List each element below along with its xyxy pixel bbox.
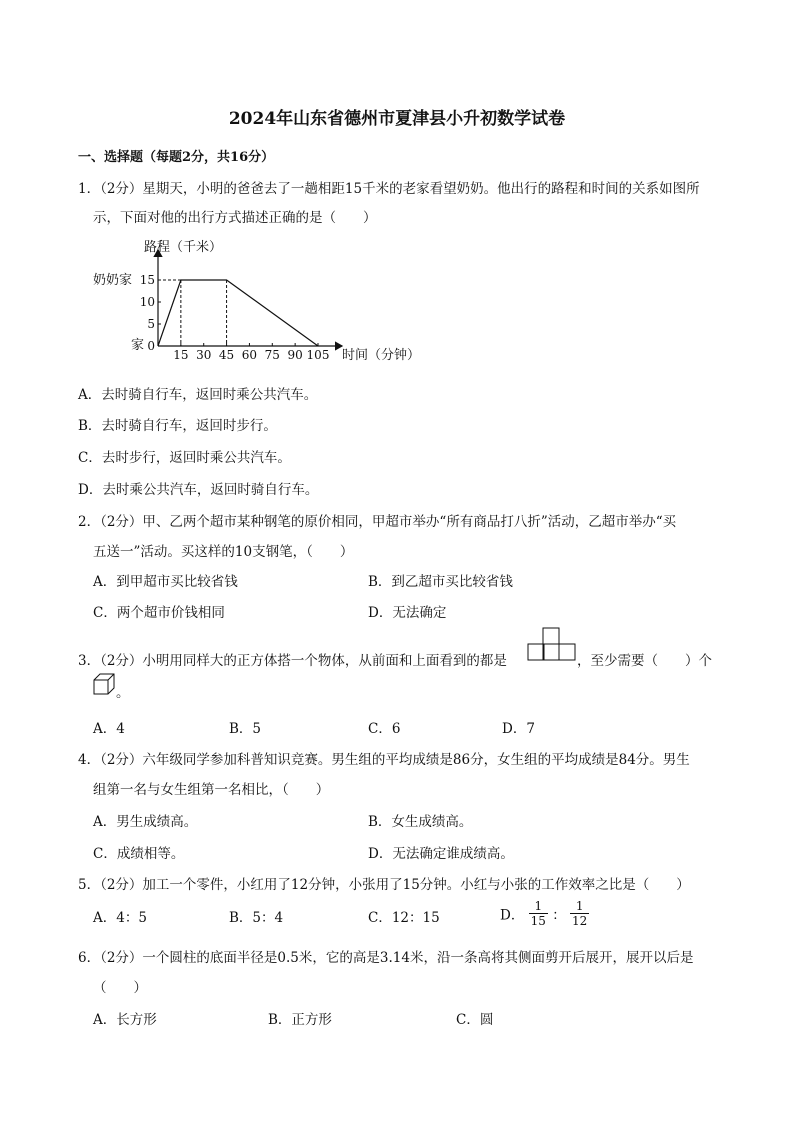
x-tick-label-5: 90 — [287, 348, 303, 362]
y-tick-label-3: 15 — [139, 273, 155, 287]
x-tick-label-2: 45 — [218, 348, 235, 362]
y-tick-label-1: 5 — [147, 317, 155, 331]
chart-axes — [158, 250, 342, 346]
question-4-line-1: 4．（2分）六年级同学参加科普知识竞赛。男生组的平均成绩是86分，女生组的平均成绩是84分。男生 — [78, 752, 690, 768]
chart-guides — [158, 280, 227, 346]
q6-option-b: B．正方形 — [268, 1012, 332, 1028]
q3-option-c: C．6 — [368, 721, 401, 737]
q4-option-b: B．女生成绩高。 — [368, 814, 473, 830]
page-title: 2024年山东省德州市夏津县小升初数学试卷 — [228, 109, 566, 129]
q2-option-a: A．到甲超市买比较省钱 — [93, 574, 238, 590]
question-6-line-2: （ ） — [93, 980, 147, 996]
q4-option-c: C．成绩相等。 — [93, 846, 185, 862]
q6-option-c: C．圆 — [456, 1012, 494, 1028]
question-4-line-2: 组第一名与女生组第一名相比，（ ） — [93, 782, 330, 798]
section-heading: 一、选择题（每题2分，共16分） — [78, 150, 275, 165]
q2-option-d: D．无法确定 — [368, 605, 447, 621]
fraction-1 — [529, 899, 548, 928]
cube-icon — [93, 673, 115, 695]
q1-option-b: B．去时骑自行车，返回时步行。 — [78, 418, 277, 434]
question-1-line-2: 示，下面对他的出行方式描述正确的是（ ） — [93, 210, 377, 226]
x-tick-label-6: 105 — [306, 348, 330, 362]
question-2-line-2: 五送一”活动。买这样的10支钢笔，（ ） — [93, 544, 354, 560]
y-axis-label: 路程（千米） — [144, 240, 223, 255]
y-top-label: 奶奶家 — [93, 273, 133, 288]
distance-time-chart — [88, 232, 428, 362]
x-axis-label: 时间（分钟） — [342, 348, 421, 362]
q2-option-b: B．到乙超市买比较省钱 — [368, 574, 513, 590]
q3-option-d: D．7 — [502, 721, 535, 737]
x-tick-label-1: 30 — [196, 348, 212, 362]
q1-option-a: A．去时骑自行车，返回时乘公共汽车。 — [78, 387, 318, 403]
question-2-line-1: 2．（2分）甲、乙两个超市某种钢笔的原价相同，甲超市举办“所有商品打八折”活动，乙超市举办“买 — [78, 514, 677, 530]
question-6-line-1: 6．（2分）一个圆柱的底面半径是0.5米，它的高是3.14米，沿一条高将其侧面剪开后展开，展开以后是 — [78, 950, 694, 966]
x-tick-label-0: 15 — [173, 348, 189, 362]
q5-option-b: B．5：4 — [229, 910, 284, 926]
q1-option-c: C．去时步行，返回时乘公共汽车。 — [78, 450, 291, 466]
x-tick-label-3: 60 — [241, 348, 258, 362]
y-tick-label-0: 0 — [147, 339, 155, 353]
q6-option-a: A．长方形 — [93, 1012, 157, 1028]
ratio-separator: ： — [552, 907, 566, 924]
q3-option-a: A．4 — [93, 721, 125, 737]
q3-option-b: B．5 — [229, 721, 262, 737]
q2-option-c: C．两个超市价钱相同 — [93, 605, 225, 621]
question-1-line-1: 1．（2分）星期天，小明的爸爸去了一趟相距15千米的老家看望奶奶。他出行的路程和时间的关系如图所 — [78, 181, 700, 197]
question-3-line-2: 。 — [116, 685, 130, 701]
q4-option-d: D．无法确定谁成绩高。 — [368, 846, 514, 862]
block-view-figure — [527, 627, 577, 661]
fraction-1-numerator: 1 — [529, 899, 548, 914]
fraction-2 — [570, 899, 589, 928]
y-origin-label: 家 — [131, 338, 145, 353]
question-5-line-1: 5．（2分）加工一个零件，小红用了12分钟，小张用了15分钟。小红与小张的工作效率之比是（ ） — [78, 877, 690, 893]
q1-option-d: D．去时乘公共汽车，返回时骑自行车。 — [78, 482, 319, 498]
y-tick-label-2: 10 — [139, 295, 155, 309]
q5-option-a: A．4：5 — [93, 910, 147, 926]
q5-option-c: C．12：15 — [368, 910, 440, 926]
fraction-1-denominator: 15 — [530, 914, 546, 928]
question-3-line-1b: ，至少需要（ ）个 — [577, 653, 712, 669]
fraction-2-numerator: 1 — [570, 899, 589, 914]
q4-option-a: A．男生成绩高。 — [93, 814, 198, 830]
fraction-2-denominator: 12 — [572, 914, 588, 928]
distance-series-line — [158, 280, 318, 346]
q5-option-d-prefix: D． — [500, 907, 525, 924]
question-3-line-1a: 3．（2分）小明用同样大的正方体搭一个物体，从前面和上面看到的都是 — [78, 653, 507, 669]
q5-option-d — [500, 899, 589, 928]
x-tick-label-4: 75 — [264, 348, 280, 362]
